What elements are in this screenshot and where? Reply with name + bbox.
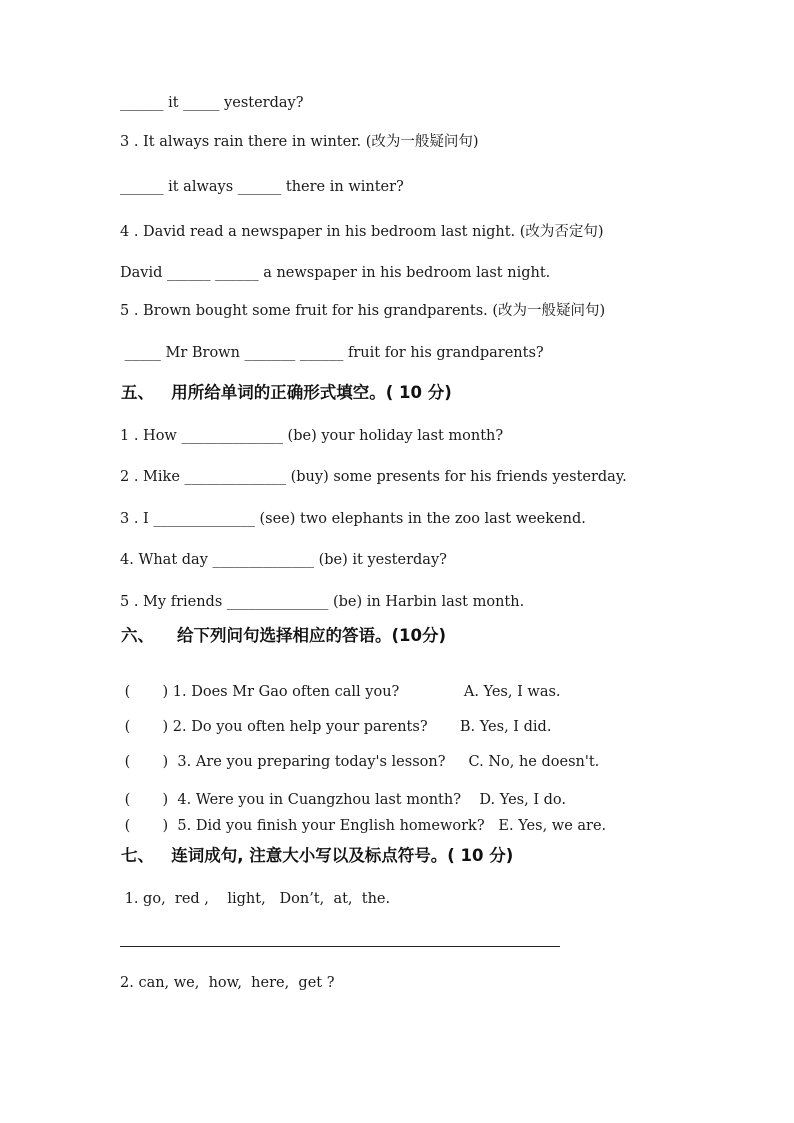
part4-line-1: ______ it _____ yesterday? <box>120 95 304 111</box>
part4-line-2: 3 . It always rain there in winter. (改为一般疑问句) <box>120 134 479 150</box>
section-5-heading: 五、 用所给单词的正确形式填空。( 10 分) <box>121 383 452 402</box>
section-6-item-1: ( ) 1. Does Mr Gao often call you? A. Yes, I was. <box>120 684 561 700</box>
part4-line-4: 4 . David read a newspaper in his bedroom last night. (改为否定句) <box>120 224 604 240</box>
section-7-item-2: 2. can, we, how, here, get ? <box>120 975 335 991</box>
answer-line <box>120 946 560 947</box>
section-6-item-4: ( ) 4. Were you in Cuangzhou last month? D. Yes, I do. <box>120 792 567 808</box>
part4-line-6: 5 . Brown bought some fruit for his grandparents. (改为一般疑问句) <box>120 303 606 319</box>
part4-line-5: David ______ ______ a newspaper in his bedroom last night. <box>120 265 551 281</box>
part4-line-3: ______ it always ______ there in winter? <box>120 179 404 195</box>
section-5-item-1: 1 . How ______________ (be) your holiday last month? <box>120 428 504 444</box>
section-7-heading: 七、 连词成句, 注意大小写以及标点符号。( 10 分) <box>121 846 514 865</box>
section-6-item-2: ( ) 2. Do you often help your parents? B. Yes, I did. <box>120 719 552 735</box>
section-5-item-2: 2 . Mike ______________ (buy) some presents for his friends yesterday. <box>120 469 627 485</box>
section-5-item-3: 3 . I ______________ (see) two elephants in the zoo last weekend. <box>120 511 586 527</box>
section-5-item-5: 5 . My friends ______________ (be) in Harbin last month. <box>120 594 525 610</box>
section-7-item-1: 1. go, red , light, Don’t, at, the. <box>120 891 391 907</box>
section-6-item-5: ( ) 5. Did you finish your English homework? E. Yes, we are. <box>120 818 607 834</box>
part4-line-7: _____ Mr Brown _______ ______ fruit for his grandparents? <box>120 345 544 361</box>
section-6-item-3: ( ) 3. Are you preparing today's lesson? C. No, he doesn't. <box>120 754 600 770</box>
section-6-heading: 六、 给下列问句选择相应的答语。(10分) <box>121 626 447 645</box>
section-5-item-4: 4. What day ______________ (be) it yesterday? <box>120 552 447 568</box>
